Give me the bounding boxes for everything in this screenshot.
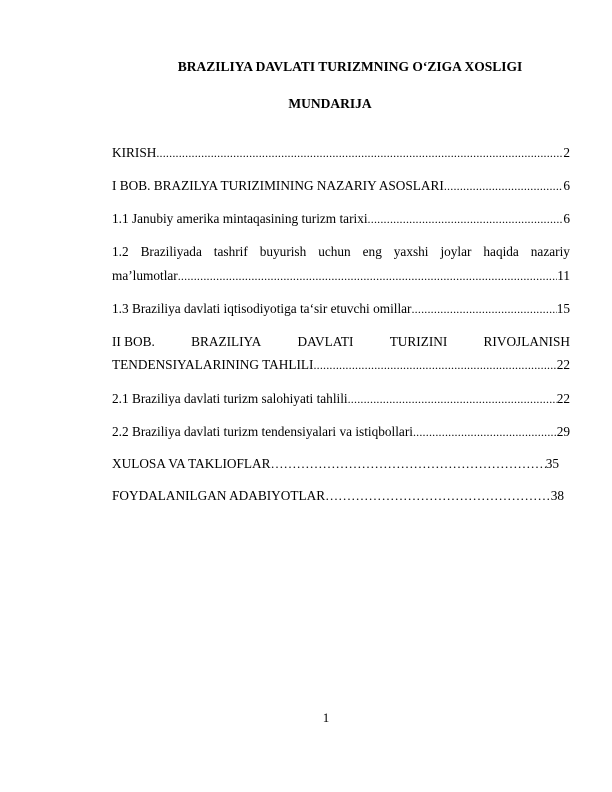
toc-word: uchun bbox=[318, 244, 351, 259]
toc-entry-page: 2 bbox=[563, 145, 570, 160]
toc-word: 1.2 bbox=[112, 244, 129, 259]
toc-word: buyurish bbox=[259, 244, 307, 259]
toc-entry-page: 38 bbox=[550, 488, 564, 503]
toc-entry-page: 22 bbox=[556, 391, 570, 406]
toc-entry-title: 1.3 Braziliya davlati iqtisodiyotiga ta‘sir etuvchi omillar bbox=[112, 301, 412, 316]
toc-entry-title: ma’lumotlar bbox=[112, 268, 178, 283]
toc-entry-title: 2.1 Braziliya davlati turizm salohiyati tahlili bbox=[112, 391, 348, 406]
document-title: BRAZILIYA DAVLATI TURIZMNING O‘ZIGA XOSLIGI bbox=[177, 59, 523, 74]
toc-entry-title: I BOB. BRAZILYA TURIZIMINING NAZARIY ASOSLARI bbox=[112, 178, 444, 193]
toc-word: DAVLATI bbox=[297, 334, 354, 349]
toc-entry-conclusion bbox=[112, 456, 559, 472]
toc-entry-page: 29 bbox=[556, 424, 570, 439]
toc-entry-page: 22 bbox=[556, 357, 570, 372]
toc-word: TURIZINI bbox=[389, 334, 448, 349]
toc-entry-1-2-line1 bbox=[112, 244, 570, 260]
toc-entry-chapter-2-line1 bbox=[112, 334, 570, 350]
toc-leader-dots bbox=[313, 357, 556, 373]
toc-heading: MUNDARIJA bbox=[288, 96, 372, 111]
toc-entry-page: 6 bbox=[563, 178, 570, 193]
toc-entry-chapter-2-line2 bbox=[112, 357, 570, 373]
toc-word: joylar bbox=[440, 244, 472, 259]
toc-word: yaxshi bbox=[393, 244, 429, 259]
toc-leader-dots bbox=[413, 424, 557, 440]
toc-entry-title: KIRISH bbox=[112, 145, 157, 160]
toc-word: Braziliyada bbox=[140, 244, 202, 259]
toc-leader-dots bbox=[325, 488, 551, 504]
toc-entry-page: 6 bbox=[563, 211, 570, 226]
toc-entry-1-1 bbox=[112, 211, 570, 227]
toc-leader-dots bbox=[411, 301, 556, 317]
toc-leader-dots bbox=[178, 268, 557, 284]
toc-entry-page: 11 bbox=[557, 268, 570, 283]
toc-leader-dots bbox=[156, 145, 563, 161]
toc-entry-title: XULOSA VA TAKLIOFLAR bbox=[112, 456, 271, 471]
toc-word: II BOB. bbox=[112, 334, 155, 349]
toc-entry-2-1 bbox=[112, 391, 570, 407]
toc-leader-dots bbox=[271, 456, 546, 472]
toc-entry-title: 2.2 Braziliya davlati turizm tendensiyalari va istiqbollari bbox=[112, 424, 413, 439]
toc-word: RIVOJLANISH bbox=[483, 334, 570, 349]
toc-word: eng bbox=[362, 244, 382, 259]
toc-leader-dots bbox=[368, 211, 564, 227]
toc-word: nazariy bbox=[530, 244, 570, 259]
toc-entry-1-3 bbox=[112, 301, 570, 317]
toc-entry-chapter-1 bbox=[112, 178, 570, 194]
toc-entry-kirish bbox=[112, 145, 570, 161]
toc-entry-page: 15 bbox=[556, 301, 570, 316]
toc-entry-page: 35 bbox=[545, 456, 559, 471]
toc-leader-dots bbox=[348, 391, 557, 407]
toc-leader-dots bbox=[444, 178, 564, 194]
toc-word: BRAZILIYA bbox=[191, 334, 262, 349]
toc-entry-title: TENDENSIYALARINING TAHLILI bbox=[112, 357, 314, 372]
toc-entry-title: FOYDALANILGAN ADABIYOTLAR bbox=[112, 488, 326, 503]
toc-entry-2-2 bbox=[112, 424, 570, 440]
toc-word: haqida bbox=[483, 244, 519, 259]
toc-entry-1-2-line2 bbox=[112, 268, 570, 284]
toc-entry-title: 1.1 Janubiy amerika mintaqasining turizm tarixi bbox=[112, 211, 368, 226]
page-number: 1 bbox=[322, 710, 330, 725]
toc-entry-references bbox=[112, 488, 564, 504]
toc-word: tashrif bbox=[213, 244, 248, 259]
